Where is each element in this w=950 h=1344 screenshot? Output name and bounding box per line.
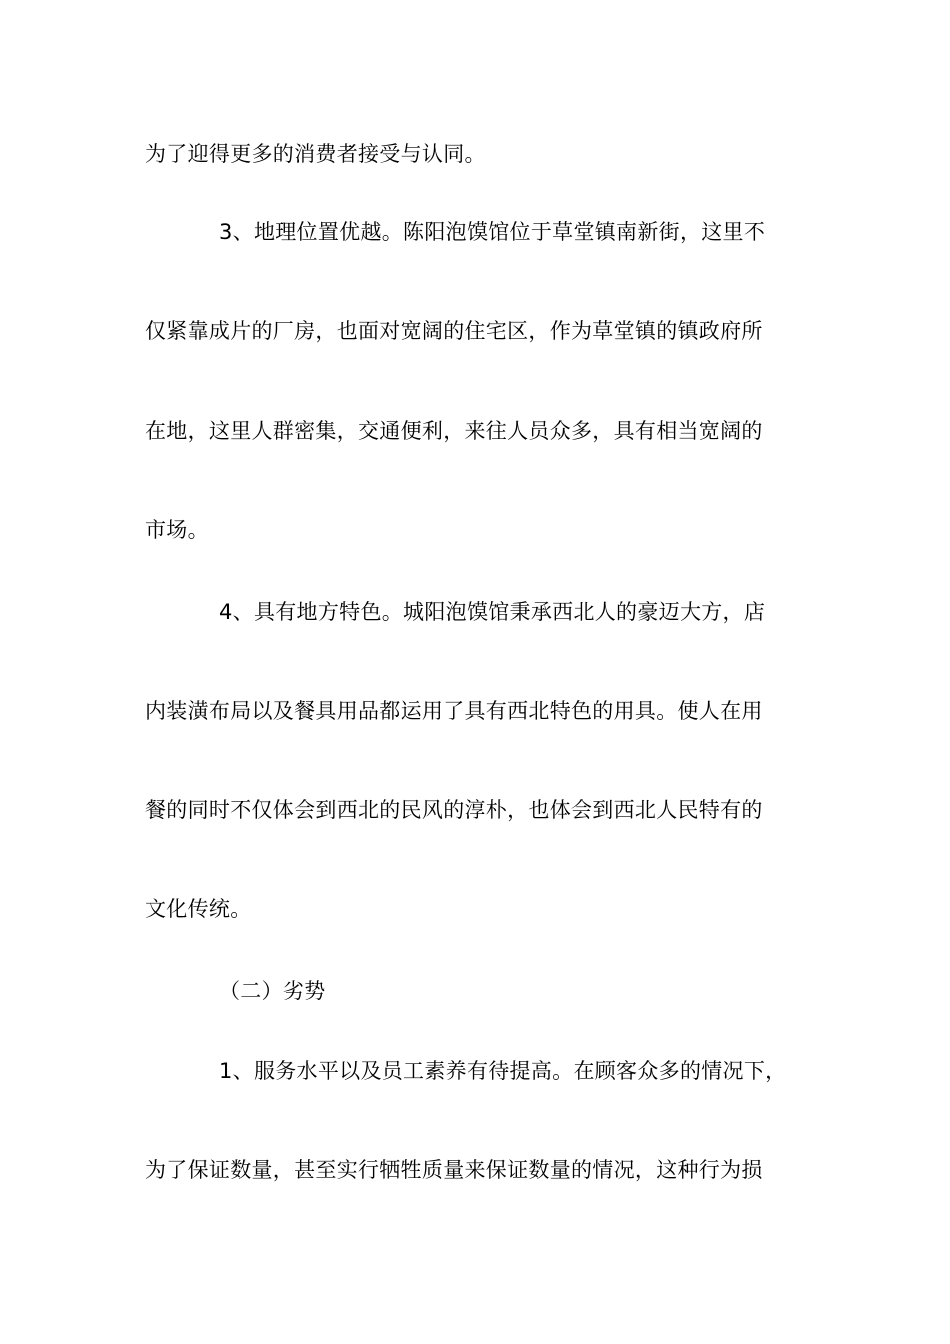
paragraph-line-1: 为了迎得更多的消费者接受与认同。 xyxy=(145,142,486,166)
paragraph-line-4: 在地，这里人群密集，交通便利，来往人员众多，具有相当宽阔的 xyxy=(145,419,763,443)
paragraph-line-5: 市场。 xyxy=(145,518,209,542)
paragraph-line-3: 仅紧靠成片的厂房，也面对宽阔的住宅区，作为草堂镇的镇政府所 xyxy=(145,319,763,343)
paragraph-line-6: 4、具有地方特色。城阳泡馍馆秉承西北人的豪迈大方，店 xyxy=(219,600,766,624)
paragraph-line-9: 文化传统。 xyxy=(145,897,252,921)
paragraph-line-2: 3、地理位置优越。陈阳泡馍馆位于草堂镇南新街，这里不 xyxy=(219,220,766,244)
paragraph-line-10: 1、服务水平以及员工素养有待提高。在顾客众多的情况下， xyxy=(219,1059,787,1083)
paragraph-line-8: 餐的同时不仅体会到西北的民风的淳朴，也体会到西北人民特有的 xyxy=(145,798,763,822)
paragraph-line-7: 内装潢布局以及餐具用品都运用了具有西北特色的用具。使人在用 xyxy=(145,699,763,723)
paragraph-line-11: 为了保证数量，甚至实行牺牲质量来保证数量的情况，这种行为损 xyxy=(145,1158,763,1182)
section-heading: （二）劣势 xyxy=(219,979,326,1003)
